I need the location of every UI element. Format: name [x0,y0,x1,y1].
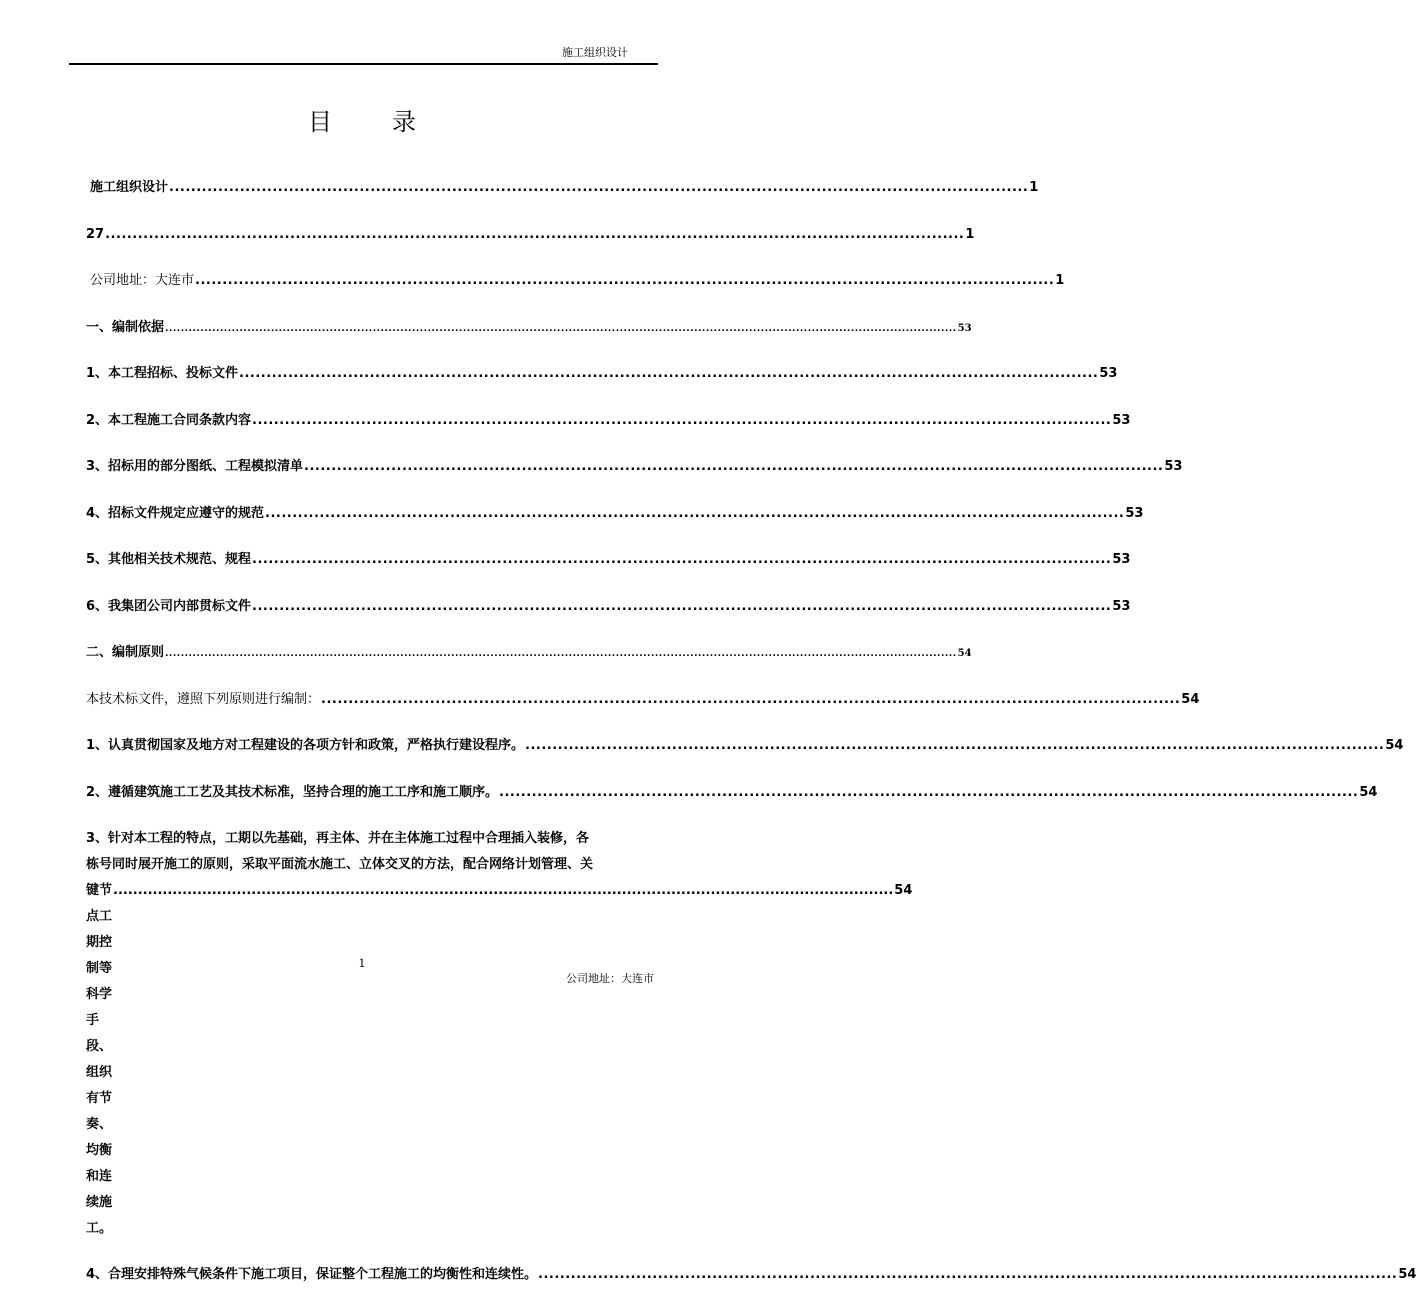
leader-dots: .......................................................................................................................................................................................................... [165,323,957,334]
leader-dots: .............................................................................................................................................................. [239,366,1099,381]
leader-dots: .............................................................................................................................................................. [252,552,1112,567]
header-rule [69,63,658,65]
page-number: 1 [358,957,366,970]
toc-entry[interactable]: 2、本工程施工合同条款内容 .............................................................................................................................................................. 53 [86,398,651,445]
leader-dots: .............................................................................................................................................................. [252,598,1112,614]
toc-entry[interactable]: 4、招标文件规定应遵守的规范 .............................................................................................................................................................. 53 [86,491,651,538]
leader-dots: .............................................................................................................................................................. [105,226,965,242]
toc-entry[interactable]: 一、编制依据 .......................................................................................................................................................................................................... 53 [86,305,651,352]
toc-entry[interactable]: 4、合理安排特殊气候条件下施工项目，保证整个工程施工的均衡性和连续性。 .............................................................................................................................................................. 54 [86,1252,651,1299]
leader-dots: .............................................................................................................................................................. [525,738,1385,753]
leader-dots: .......................................................................................................................................................................................................... [165,649,957,659]
leader-dots: .............................................................................................................................................................. [113,883,894,898]
toc-entry[interactable]: 1、认真贯彻国家及地方对工程建设的各项方针和政策，严格执行建设程序。 .............................................................................................................................................................. 54 [86,723,651,770]
toc-title: 目录 [308,108,476,136]
table-of-contents [86,165,1416,1299]
footer-address: 公司地址：大连市 [566,972,654,985]
toc-entry[interactable]: 5、其他相关技术规范、规程 .............................................................................................................................................................. 53 [86,537,651,584]
leader-dots: .............................................................................................................................................................. [195,273,1055,288]
toc-entry[interactable]: 3、招标用的部分图纸、工程模拟清单 .............................................................................................................................................................. 53 [86,444,651,491]
leader-dots: .............................................................................................................................................................. [304,459,1164,474]
toc-entry-multiline[interactable]: 3、针对本工程的特点，工期以先基础，再主体、并在主体施工过程中合理插入装修，各 栋号同时展开施工的原则，采取平面流水施工、立体交叉的方法，配合网络计划管理、关 键节点工期控制等科学手段、组织有节奏、均衡和连续施工。 .............................................................................................................................................................. 54 [86,831,913,1236]
toc-entry[interactable]: 公司地址：大连市 .............................................................................................................................................................. 1 [86,258,651,305]
toc-entry[interactable]: 27 .............................................................................................................................................................. 1 [86,212,651,259]
leader-dots: .............................................................................................................................................................. [265,505,1125,521]
toc-entry[interactable]: 2、遵循建筑施工工艺及其技术标准，坚持合理的施工工序和施工顺序。 .............................................................................................................................................................. 54 [86,770,651,817]
running-header: 施工组织设计 [562,46,628,59]
toc-entry[interactable]: 1、本工程招标、投标文件 .............................................................................................................................................................. 53 [86,351,651,398]
leader-dots: .............................................................................................................................................................. [538,1267,1398,1282]
toc-entry[interactable]: 施工组织设计 .............................................................................................................................................................. 1 [86,165,651,212]
toc-entry[interactable]: 本技术标文件，遵照下列原则进行编制： .............................................................................................................................................................. 54 [86,677,651,724]
leader-dots: .............................................................................................................................................................. [321,691,1181,707]
toc-entry[interactable]: 二、编制原则 .......................................................................................................................................................................................................... 54 [86,630,651,677]
toc-entry[interactable]: 6、我集团公司内部贯标文件 .............................................................................................................................................................. 53 [86,584,651,631]
leader-dots: .............................................................................................................................................................. [499,784,1359,800]
leader-dots: .............................................................................................................................................................. [252,412,1112,428]
leader-dots: .............................................................................................................................................................. [169,180,1029,195]
